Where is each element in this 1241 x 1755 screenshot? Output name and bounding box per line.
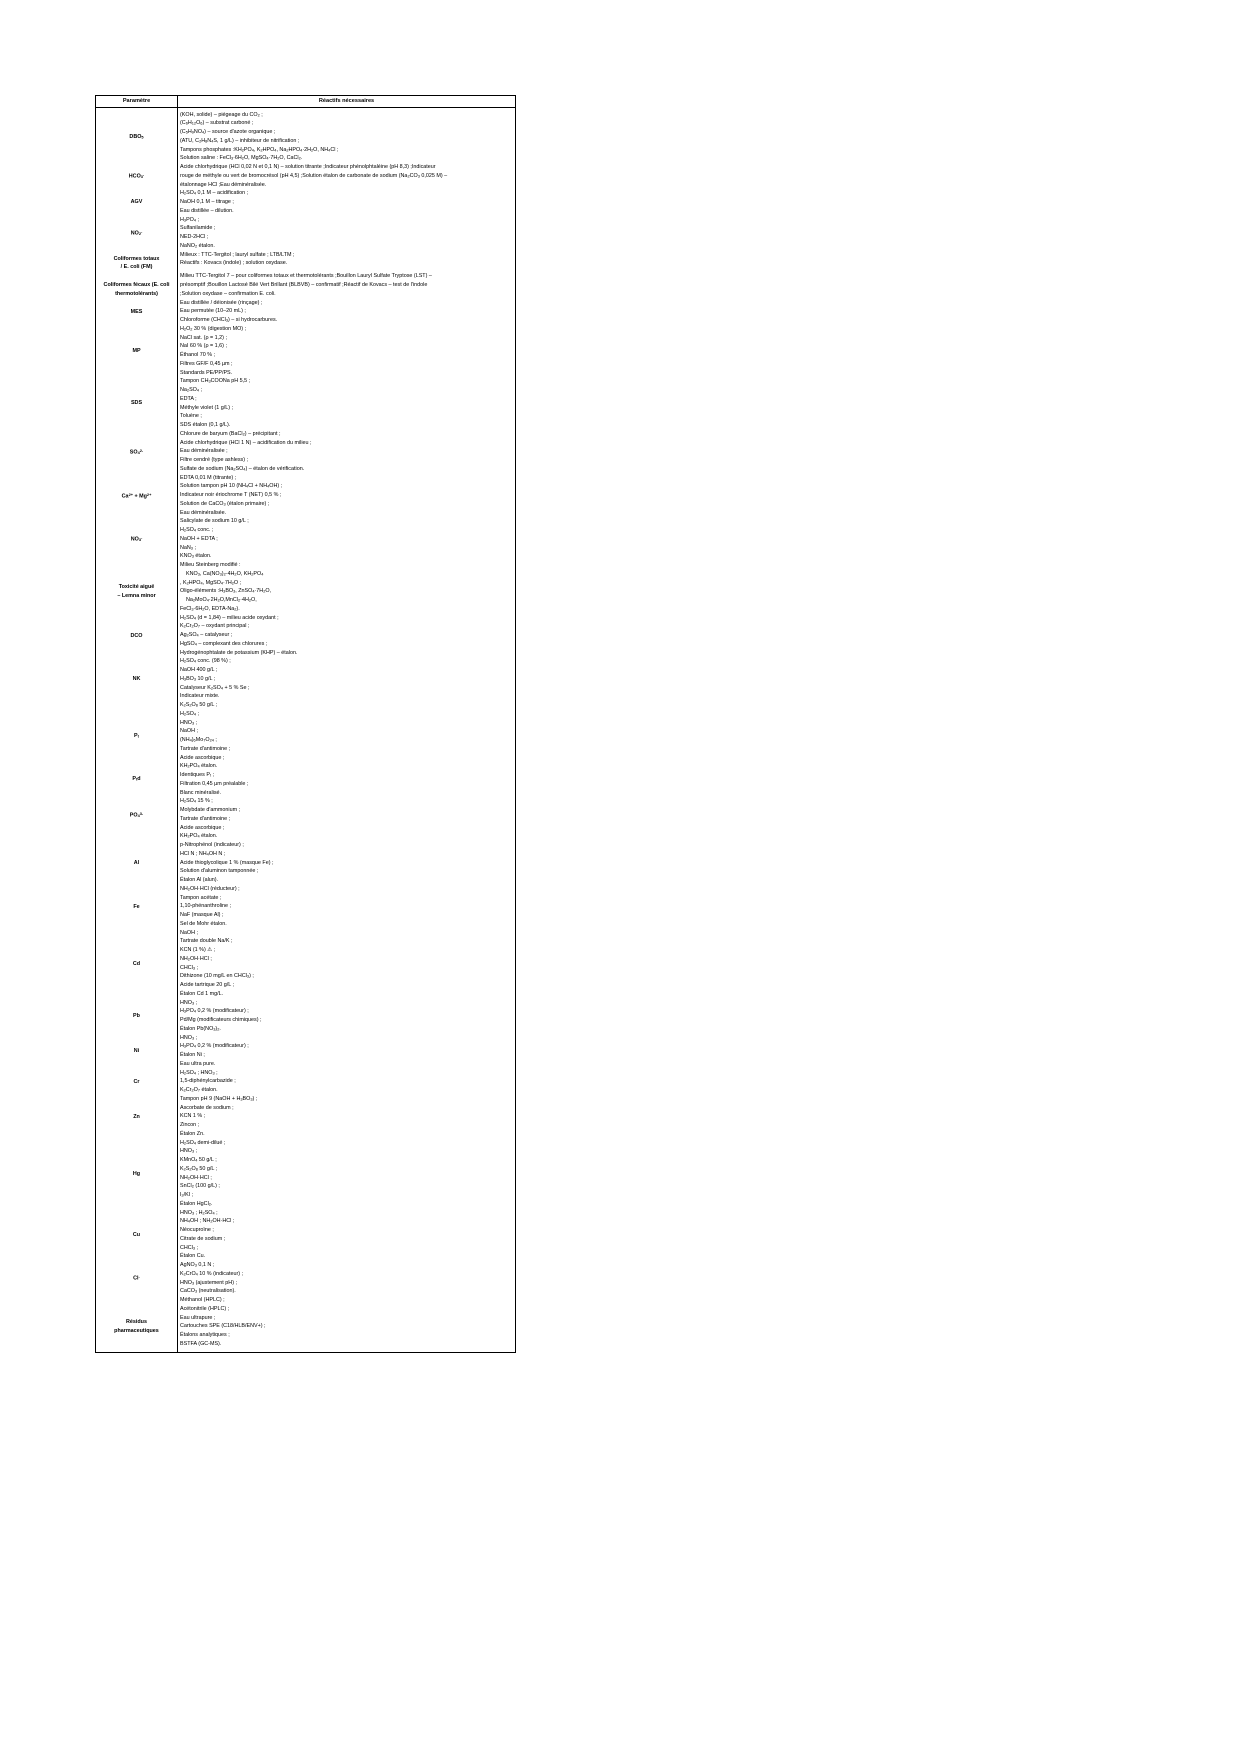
reagent-item: SDS étalon (0,1 g/L). bbox=[180, 422, 231, 429]
parameter-cell bbox=[96, 430, 178, 474]
parameter-cell bbox=[96, 841, 178, 885]
table-row bbox=[96, 701, 516, 771]
reagent-item: $H_3PO_4$ ; bbox=[180, 216, 200, 223]
reagent-item: $HNO_3$ (ajustement pH) ; bbox=[180, 1279, 237, 1286]
reagent-item: Citrate de sodium ; bbox=[180, 1235, 226, 1242]
parameter-cell bbox=[96, 1139, 178, 1209]
column-header-reagents: Réactifs nécessaires bbox=[178, 96, 516, 108]
reagent-item: ;Solution oxydase – confirmation E. coli. bbox=[180, 290, 276, 297]
parameter-label: Cr bbox=[133, 1078, 140, 1085]
reagent-list bbox=[180, 430, 513, 474]
reagent-item: Catalyseur $K_2SO_4 + 5$ % Se ; bbox=[180, 684, 250, 691]
reagents-cell bbox=[178, 1296, 516, 1352]
reagent-item: HCl N ; $NH_4OH$ N ; bbox=[180, 850, 226, 857]
parameter-cell bbox=[96, 561, 178, 614]
reagent-item: Cartouches SPE (C18/HLB/ENV+) ; bbox=[180, 1323, 266, 1330]
parameter-cell bbox=[96, 1034, 178, 1069]
reagent-item: Tampon acétate ; bbox=[180, 894, 222, 901]
parameter-cell bbox=[96, 885, 178, 929]
reagent-item: $H_3BO_3$ 10 g/L ; bbox=[180, 675, 216, 682]
reagent-item: Zincon ; bbox=[180, 1122, 200, 1129]
parameter-cell bbox=[96, 517, 178, 561]
reagent-item: Étalon HgCl$_2$. bbox=[180, 1200, 213, 1207]
reagent-item: $H_3PO_4$ 0,2 % (modificateur) ; bbox=[180, 1043, 249, 1050]
parameter-label: DCO bbox=[130, 632, 143, 639]
reagents-cell bbox=[178, 841, 516, 885]
parameter-label: Fe bbox=[133, 903, 140, 910]
reagent-item: Indicateur noir ériochrome T (NET) 0,5 % ; bbox=[180, 492, 282, 499]
reagent-list bbox=[180, 163, 513, 189]
table-row bbox=[96, 251, 516, 273]
reagent-item: Acide chlorhydrique (HCl 1 N) – acidification du milieu ; bbox=[180, 439, 312, 446]
reagent-item: Étalons analytiques ; bbox=[180, 1332, 230, 1339]
reagent-item: Eau déminéralisée ; bbox=[180, 448, 228, 455]
reagent-item: NaOH ; bbox=[180, 728, 198, 735]
reagent-item: $Na_2MoO_4\cdot 2H_2O,MnCl_2\cdot 4H_2O$, bbox=[180, 597, 257, 604]
reagent-list bbox=[180, 111, 513, 164]
reagents-cell bbox=[178, 251, 516, 273]
parameter-label: Ni bbox=[133, 1047, 140, 1054]
reagents-cell bbox=[178, 1261, 516, 1296]
reagents-cell bbox=[178, 885, 516, 929]
reagent-list bbox=[180, 657, 513, 701]
reagent-item: Tampon pH 9 (NaOH + $H_3BO_3$) ; bbox=[180, 1095, 258, 1102]
reagent-list bbox=[180, 1209, 513, 1262]
table-row bbox=[96, 1139, 516, 1209]
reagent-item: $FeCl_3\cdot 6H_2O$, EDTA-$Na_2$). bbox=[180, 605, 240, 612]
reagent-item: Tartrate double Na/K ; bbox=[180, 938, 233, 945]
reagent-item: AgNO$_3$ 0,1 N ; bbox=[180, 1262, 215, 1269]
reagent-item: NED-2HCl ; bbox=[180, 234, 209, 241]
reagent-item: NaOH 400 g/L ; bbox=[180, 667, 218, 674]
parameter-cell bbox=[96, 614, 178, 658]
reagents-cell bbox=[178, 701, 516, 771]
reagent-list bbox=[180, 189, 513, 215]
reagent-item: $H_2O_2$ 30 % (digestion MO) ; bbox=[180, 325, 247, 332]
reagent-list bbox=[180, 1139, 513, 1209]
reagent-list bbox=[180, 885, 513, 929]
reagent-list bbox=[180, 1069, 513, 1095]
reagents-cell bbox=[178, 561, 516, 614]
reagent-item: $H_2SO_4$ (d = 1,84) – milieu acide oxydant ; bbox=[180, 614, 279, 621]
reagent-item: Milieu Steinberg modifié : bbox=[180, 562, 241, 569]
reagent-item: $KNO_3$ étalon. bbox=[180, 553, 212, 560]
reagent-item: Chloroforme (CHCl$_3$) – si hydrocarbures. bbox=[180, 317, 278, 324]
reagent-item: Standards PE/PP/PS. bbox=[180, 369, 233, 376]
reagent-item: Pd/Mg (modificateurs chimiques) ; bbox=[180, 1017, 262, 1024]
reagent-item: Ascorbate de sodium ; bbox=[180, 1104, 234, 1111]
reagent-item: Tartrate d'antimoine ; bbox=[180, 815, 231, 822]
reagent-item: Indicateur mixte. bbox=[180, 693, 220, 700]
reagent-item: étalonnage HCl ;Eau déminéralisée. bbox=[180, 181, 267, 188]
reagent-item: Réactifs : Kovacs (indole) ; solution oxydase. bbox=[180, 260, 288, 267]
reagent-item: BSTFA (GC-MS). bbox=[180, 1340, 222, 1347]
reagent-item: NaOH 0,1 M – titrage ; bbox=[180, 199, 234, 206]
reagent-item: Tampons phosphates $:KH_2PO_4$, $K_2HPO_4$, $Na_2HPO_4\cdot 2H_2O$, $NH_4Cl$ ; bbox=[180, 146, 339, 153]
reagent-item: NaOH + EDTA ; bbox=[180, 535, 218, 542]
reagent-item: Toluène ; bbox=[180, 413, 202, 420]
parameter-label: Hg bbox=[132, 1170, 141, 1177]
table-head bbox=[96, 96, 516, 108]
reagent-item: rouge de méthyle ou vert de bromocrésol (pH 4,5) ;Solution étalon de carbonate de sodium ($Na_2CO_3$ 0,025 M) – bbox=[180, 172, 448, 179]
reagent-item: NaNO$_2$ étalon. bbox=[180, 242, 215, 249]
reagent-item: $NH_2OH\cdot HCl$ ; bbox=[180, 955, 212, 962]
reagent-item: Éthanol 70 % ; bbox=[180, 352, 216, 359]
reagent-item: Néocuproïne ; bbox=[180, 1227, 214, 1234]
parameter-label: SDS bbox=[130, 400, 143, 407]
reagent-item: NaI 60 % (ρ = 1,6) ; bbox=[180, 343, 227, 350]
reagent-item: Acide ascorbique ; bbox=[180, 824, 225, 831]
parameter-cell bbox=[96, 1261, 178, 1296]
reagents-cell bbox=[178, 216, 516, 251]
table-row bbox=[96, 189, 516, 215]
reagent-list bbox=[180, 561, 513, 614]
reagent-list bbox=[180, 1261, 513, 1296]
parameter-cell bbox=[96, 216, 178, 251]
table-row bbox=[96, 377, 516, 430]
parameter-cell bbox=[96, 299, 178, 325]
reagent-item: $NH_2OH\cdot HCl$ (réducteur) ; bbox=[180, 885, 240, 892]
table-row bbox=[96, 1296, 516, 1352]
reagent-list bbox=[180, 474, 513, 518]
parameter-label: $SO_4^{2-}$ bbox=[129, 447, 144, 456]
reagents-cell bbox=[178, 999, 516, 1034]
parameter-label: AGV bbox=[130, 199, 143, 206]
reagent-item: Solution saline : $FeCl_3\cdot 6H_2O$, $MgSO_4\cdot 7H_2O$, CaCl$_2$. bbox=[180, 155, 303, 162]
parameter-cell bbox=[96, 929, 178, 999]
parameter-cell bbox=[96, 1296, 178, 1352]
reagent-item: NaN$_3$ ; bbox=[180, 544, 196, 551]
reagent-list bbox=[180, 325, 513, 378]
table-row bbox=[96, 430, 516, 474]
reagent-item: $H_2SO_4$ ; bbox=[180, 710, 200, 717]
table-row bbox=[96, 789, 516, 842]
reagent-item: Acide tartrique 20 g/L ; bbox=[180, 982, 235, 989]
parameter-label: $P_td$ bbox=[132, 776, 141, 783]
reagent-item: 1,10-phénanthroline ; bbox=[180, 903, 231, 910]
reagent-item: $K_2S_2O_8$ 50 g/L ; bbox=[180, 702, 218, 709]
parameter-cell bbox=[96, 789, 178, 842]
reagent-item: Eau permutée (10–20 mL) ; bbox=[180, 308, 246, 315]
reagent-item: Milieux : TTC-Tergitol ; lauryl sulfate ; LTB/LTM ; bbox=[180, 251, 295, 258]
reagent-item: $HNO_3$ ; bbox=[180, 999, 198, 1006]
reagent-list bbox=[180, 841, 513, 885]
reagent-list bbox=[180, 929, 513, 999]
reagents-table bbox=[95, 95, 516, 1353]
reagent-item: Eau ultra pure. bbox=[180, 1060, 216, 1067]
reagent-item: $H_2SO_4$ ; $HNO_3$ ; bbox=[180, 1069, 218, 1076]
parameter-cell bbox=[96, 251, 178, 273]
reagents-cell bbox=[178, 377, 516, 430]
parameter-label: $PO_4^{3-}$ bbox=[129, 810, 144, 819]
reagent-item: $HNO_3$ ; bbox=[180, 1148, 198, 1155]
reagent-item: NaCl sat. (ρ = 1,2) ; bbox=[180, 334, 227, 341]
parameter-cell bbox=[96, 107, 178, 163]
reagent-item: $H_2SO_4$ 0,1 M – acidification ; bbox=[180, 190, 249, 197]
reagent-item: Étalon Cd 1 mg/L. bbox=[180, 990, 224, 997]
reagent-item: $H_2SO_4$ conc. ; bbox=[180, 527, 214, 534]
reagent-item: Sel de Mohr étalon. bbox=[180, 920, 227, 927]
reagent-item: CHCl$_3$ ; bbox=[180, 1244, 199, 1251]
reagent-item: $K_2Cr_2O_7$ – oxydant principal ; bbox=[180, 623, 250, 630]
reagent-item: Eau distillée / déionisée (rinçage) ; bbox=[180, 299, 263, 306]
table-row bbox=[96, 325, 516, 378]
reagent-list bbox=[180, 377, 513, 430]
parameter-label: Coliformes totaux / E. coli (FM) bbox=[113, 255, 160, 271]
reagent-item: $K_2CrO_4$ 10 % (indicateur) ; bbox=[180, 1270, 244, 1277]
reagent-item: Eau ultrapure ; bbox=[180, 1314, 216, 1321]
reagent-item: KCN 1 % ; bbox=[180, 1113, 206, 1120]
parameter-cell bbox=[96, 1069, 178, 1095]
parameter-label: Coliformes fécaux (E. coli thermotolérants) bbox=[103, 282, 170, 297]
reagent-list bbox=[180, 517, 513, 561]
parameter-label: $NO_2^-$ bbox=[130, 228, 143, 237]
reagents-cell bbox=[178, 325, 516, 378]
reagents-cell bbox=[178, 929, 516, 999]
parameter-cell bbox=[96, 377, 178, 430]
parameter-label: Résidus pharmaceutiques bbox=[114, 1319, 159, 1334]
reagent-item: $HNO_3$ ; bbox=[180, 719, 198, 726]
reagent-item: Identiques $P_t$ ; bbox=[180, 772, 215, 779]
column-header-parameter: Paramètre bbox=[96, 96, 178, 108]
reagent-item: Acide ascorbique ; bbox=[180, 754, 225, 761]
reagent-item: $(C_5H_9NO_4)$ – source d'azote organique ; bbox=[180, 129, 276, 136]
reagent-item: Solution de CaCO$_3$ (étalon primaire) ; bbox=[180, 500, 270, 507]
reagent-item: (KOH, solide) – piégeage du $CO_2$ ; bbox=[180, 111, 263, 118]
reagent-item: Acétonitrile (HPLC) ; bbox=[180, 1305, 230, 1312]
parameter-cell bbox=[96, 163, 178, 189]
reagents-cell bbox=[178, 107, 516, 163]
parameter-cell bbox=[96, 1209, 178, 1262]
table-row bbox=[96, 299, 516, 325]
reagent-item: EDTA ; bbox=[180, 395, 197, 402]
reagents-cell bbox=[178, 1209, 516, 1262]
parameter-label: $P_t$ bbox=[134, 733, 139, 740]
reagents-cell bbox=[178, 299, 516, 325]
reagent-item: Blanc minéralisé. bbox=[180, 789, 222, 796]
reagents-cell bbox=[178, 614, 516, 658]
table-row bbox=[96, 614, 516, 658]
reagent-item: $H_2SO_4$ 15 % ; bbox=[180, 798, 213, 805]
reagent-item: SnCl$_2$ (100 g/L) ; bbox=[180, 1183, 220, 1190]
reagent-item: Dithizone (10 mg/L en CHCl$_3$) ; bbox=[180, 973, 254, 980]
reagent-item: Tampon $CH_3COONa$ pH 5,5 ; bbox=[180, 378, 251, 385]
reagent-item: (ATU, $C_2H_8N_4S$, 1 g/L) – inhibiteur de nitrification ; bbox=[180, 137, 300, 144]
reagent-item: CaCO$_3$ (neutralisation). bbox=[180, 1288, 236, 1295]
reagent-item: Sulfanilamide ; bbox=[180, 225, 216, 232]
reagents-cell bbox=[178, 789, 516, 842]
table-row bbox=[96, 1069, 516, 1095]
reagent-item: Milieu TTC-Tergitol 7 – pour coliformes totaux et thermotolérants ;Bouillon Lauryl Sulfate Tryptose (LST) – bbox=[180, 273, 432, 280]
reagent-item: Méthanol (HPLC) ; bbox=[180, 1297, 225, 1304]
reagent-item: Étalon $Pb(NO_3)_2$. bbox=[180, 1025, 221, 1032]
reagent-list bbox=[180, 771, 513, 789]
parameter-cell bbox=[96, 325, 178, 378]
parameter-label: Cu bbox=[132, 1231, 141, 1238]
reagents-cell bbox=[178, 189, 516, 215]
reagents-cell bbox=[178, 1034, 516, 1069]
reagent-item: KCN (1 %) ⚠ ; bbox=[180, 947, 216, 954]
table-row bbox=[96, 1095, 516, 1139]
parameter-label: Pb bbox=[133, 1012, 140, 1019]
reagent-item: Étalon Cu. bbox=[180, 1253, 206, 1260]
reagent-item: $NH_2OH\cdot HCl$ ; bbox=[180, 1174, 212, 1181]
reagent-item: Eau déminéralisée. bbox=[180, 509, 227, 516]
reagents-cell bbox=[178, 163, 516, 189]
reagents-cell bbox=[178, 474, 516, 518]
table-header-row bbox=[96, 96, 516, 108]
parameter-cell bbox=[96, 999, 178, 1034]
table-row bbox=[96, 1034, 516, 1069]
reagent-item: $KNO_3$, $Ca(NO_3)_2\cdot 4H_2O$, $KH_2PO_4$ bbox=[180, 570, 264, 577]
reagent-item: Méthyle violet (1 g/L) ; bbox=[180, 404, 234, 411]
reagent-item: $HNO_3$ ; bbox=[180, 1034, 198, 1041]
reagent-item: Molybdate d'ammonium ; bbox=[180, 807, 241, 814]
parameter-cell bbox=[96, 474, 178, 518]
reagent-item: Étalon Ni ; bbox=[180, 1052, 205, 1059]
reagent-list bbox=[180, 999, 513, 1034]
parameter-cell bbox=[96, 272, 178, 299]
reagent-item: CHCl$_3$ ; bbox=[180, 964, 199, 971]
reagent-list bbox=[180, 614, 513, 658]
table-row bbox=[96, 771, 516, 789]
table-row bbox=[96, 929, 516, 999]
reagents-cell bbox=[178, 657, 516, 701]
table-body bbox=[96, 107, 516, 1352]
reagent-item: Eau distillée – dilution. bbox=[180, 207, 234, 214]
reagent-item: $HNO_3$ ; $H_2SO_4$ ; bbox=[180, 1209, 218, 1216]
parameter-label: $NO_3^-$ bbox=[130, 535, 143, 543]
reagents-table-wrapper bbox=[95, 95, 515, 1353]
parameter-label: $Ca^{2+} + Mg^{2+}$ bbox=[121, 491, 152, 500]
parameter-label: Toxicité aiguë – Lemna minor bbox=[117, 584, 156, 599]
reagent-item: $I_2/KI$ ; bbox=[180, 1192, 194, 1199]
reagent-item: Étalon Al (alun). bbox=[180, 877, 219, 884]
table-row bbox=[96, 1209, 516, 1262]
parameter-label: Zn bbox=[133, 1113, 140, 1120]
table-row bbox=[96, 107, 516, 163]
reagent-item: $Ag_2SO_4$ – catalyseur ; bbox=[180, 632, 233, 639]
parameter-label: MP bbox=[132, 347, 141, 354]
table-row bbox=[96, 561, 516, 614]
parameter-label: $DBO_5$ bbox=[129, 133, 144, 140]
reagent-item: EDTA 0,01 M (titrante) ; bbox=[180, 474, 237, 481]
reagent-item: Filtration 0,45 µm préalable ; bbox=[180, 780, 249, 787]
reagent-item: présomptif ;Bouillon Lactosé Bilé Vert Brillant (BLBVB) – confirmatif ;Réactif de Kovacs – test de l'indole bbox=[180, 281, 428, 288]
reagent-item: Tartrate d'antimoine ; bbox=[180, 745, 231, 752]
reagent-item: $H_3PO_4$ 0,2 % (modificateur) ; bbox=[180, 1008, 249, 1015]
reagent-item: Oligo-éléments $:H_3BO_3$, $ZnSO_4\cdot 7H_2O$, bbox=[180, 588, 272, 595]
table-row bbox=[96, 841, 516, 885]
reagent-item: Étalon Zn. bbox=[180, 1130, 205, 1137]
reagents-cell bbox=[178, 1139, 516, 1209]
parameter-cell bbox=[96, 1095, 178, 1139]
reagent-item: $KH_2PO_4$ étalon. bbox=[180, 833, 218, 840]
reagent-list bbox=[180, 216, 513, 251]
reagent-item: Solution d'aluminon tamponnée ; bbox=[180, 868, 259, 875]
reagent-item: Filtre cendré (type ashless) ; bbox=[180, 457, 249, 464]
reagent-item: HgSO$_4$ – complexant des chlorures ; bbox=[180, 640, 268, 647]
reagent-item: $Na_2SO_4$ ; bbox=[180, 387, 203, 394]
parameter-label: NK bbox=[132, 676, 141, 683]
reagent-item: $(C_6H_{12}O_6)$ – substrat carboné ; bbox=[180, 120, 254, 127]
parameter-cell bbox=[96, 701, 178, 771]
parameter-label: Al bbox=[133, 860, 140, 867]
reagent-item: Sulfate de sodium $(Na_2SO_4)$ – étalon de vérification. bbox=[180, 465, 305, 472]
reagent-item: NaF (masque Al) ; bbox=[180, 912, 224, 919]
reagent-list bbox=[180, 789, 513, 842]
reagent-item: Filtres GF/F 0,45 µm ; bbox=[180, 360, 233, 367]
reagents-cell bbox=[178, 1095, 516, 1139]
reagent-list bbox=[180, 1296, 513, 1349]
parameter-cell bbox=[96, 657, 178, 701]
reagent-list bbox=[180, 251, 513, 269]
table-row bbox=[96, 272, 516, 299]
reagent-list bbox=[180, 299, 513, 325]
reagent-item: $K_2Cr_2O_7$ étalon. bbox=[180, 1087, 218, 1094]
parameter-label: MES bbox=[130, 308, 143, 315]
reagent-item: $H_2SO_4$ demi-dilué ; bbox=[180, 1139, 226, 1146]
parameter-label: $HCO_3^-$ bbox=[128, 172, 145, 180]
reagents-cell bbox=[178, 771, 516, 789]
reagent-item: , $K_2HPO_4$, $MgSO_4\cdot 7H_2O$ ; bbox=[180, 579, 242, 586]
reagent-item: KMnO$_4$ 50 g/L ; bbox=[180, 1157, 217, 1164]
reagent-item: Salicylate de sodium 10 g/L ; bbox=[180, 518, 249, 525]
reagent-item: Solution tampon pH 10 $(NH_4Cl + NH_4OH)$ ; bbox=[180, 483, 283, 490]
parameter-cell bbox=[96, 189, 178, 215]
table-row bbox=[96, 517, 516, 561]
table-row bbox=[96, 474, 516, 518]
reagent-item: 1,5-diphénylcarbazide ; bbox=[180, 1078, 236, 1085]
reagent-item: Acide chlorhydrique (HCl 0,02 N et 0,1 N) – solution titrante ;Indicateur phénolphtaléine (pH 8,3) ;Indicateur bbox=[180, 164, 436, 171]
reagent-item: $H_2SO_4$ conc. (98 %) ; bbox=[180, 658, 231, 665]
table-row bbox=[96, 216, 516, 251]
table-row bbox=[96, 999, 516, 1034]
reagent-item: $KH_2PO_4$ étalon. bbox=[180, 763, 218, 770]
reagent-list bbox=[180, 1095, 513, 1139]
parameter-label: Cd bbox=[132, 960, 141, 967]
reagent-item: $K_2S_2O_8$ 50 g/L ; bbox=[180, 1165, 218, 1172]
table-row bbox=[96, 885, 516, 929]
table-row bbox=[96, 1261, 516, 1296]
reagent-item: p-Nitrophénol (indicateur) ; bbox=[180, 842, 244, 849]
reagent-item: Hydrogénophtalate de potassium (KHP) – étalon. bbox=[180, 649, 298, 656]
parameter-cell bbox=[96, 771, 178, 789]
reagent-item: Chlorure de baryum (BaCl$_2$) – précipitant ; bbox=[180, 430, 281, 437]
reagent-item: NaOH ; bbox=[180, 929, 198, 936]
reagent-item: $(NH_4)_6Mo_7O_{24}$ ; bbox=[180, 737, 217, 744]
reagents-cell bbox=[178, 272, 516, 299]
reagents-cell bbox=[178, 1069, 516, 1095]
reagent-list bbox=[180, 1034, 513, 1069]
reagent-item: Acide thioglycolique 1 % (masque Fe) ; bbox=[180, 859, 274, 866]
reagent-item: $NH_4OH$ ; $NH_2OH\cdot HCl$ ; bbox=[180, 1218, 235, 1225]
reagent-list bbox=[180, 701, 513, 771]
parameter-label: Cl- bbox=[133, 1274, 140, 1282]
table-row bbox=[96, 163, 516, 189]
reagents-cell bbox=[178, 430, 516, 474]
table-row bbox=[96, 657, 516, 701]
reagent-list bbox=[180, 272, 513, 298]
reagents-cell bbox=[178, 517, 516, 561]
